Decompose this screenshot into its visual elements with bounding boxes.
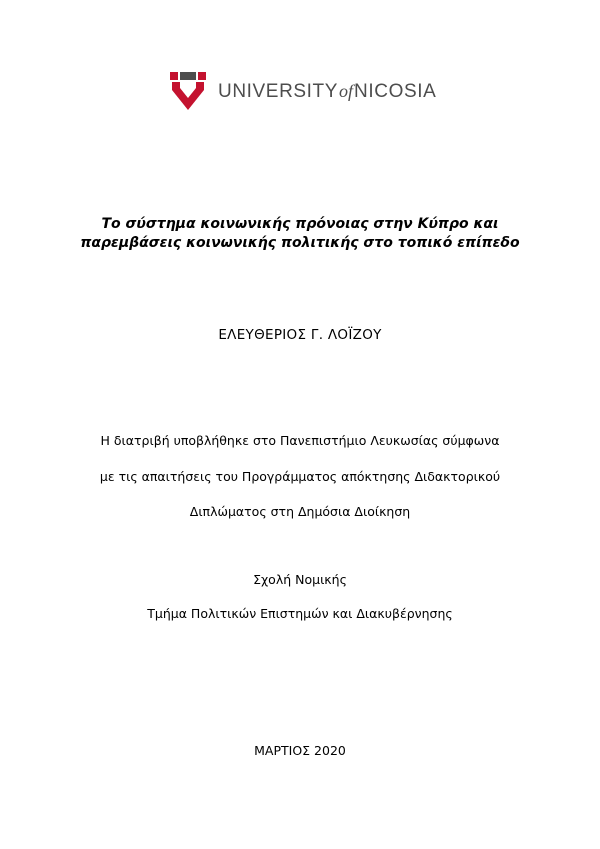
- thesis-title-line-1: Το σύστημα κοινωνικής πρόνοιας στην Κύπρο και: [101, 216, 499, 232]
- logo-word-university: UNIVERSITY: [218, 81, 339, 102]
- submission-date: ΜΑΡΤΙΟΣ 2020: [254, 743, 346, 758]
- logo-word-nicosia: NICOSIA: [354, 81, 437, 102]
- thesis-title: [40, 215, 560, 253]
- submission-line-3: Διπλώματος στη Δημόσια Διοίκηση: [189, 504, 411, 519]
- submission-line-2: με τις απαιτήσεις του Προγράμματος απόκτησης Διδακτορικού: [99, 469, 501, 484]
- university-shield-icon: [170, 72, 206, 110]
- department-name: Τμήμα Πολιτικών Επιστημών και Διακυβέρνησης: [147, 606, 453, 621]
- university-name: [218, 81, 436, 102]
- school-name: Σχολή Νομικής: [253, 572, 347, 587]
- thesis-title-line-2: παρεμβάσεις κοινωνικής πολιτικής στο τοπικό επίπεδο: [80, 235, 520, 251]
- author-name: ΕΛΕΥΘΕΡΙΟΣ Γ. ΛΟΪΖΟΥ: [218, 327, 382, 343]
- submission-line-1: Η διατριβή υποβλήθηκε στο Πανεπιστήμιο Λευκωσίας σύμφωνα: [100, 433, 500, 448]
- logo-word-of: of: [339, 81, 354, 101]
- university-logo: [170, 72, 437, 112]
